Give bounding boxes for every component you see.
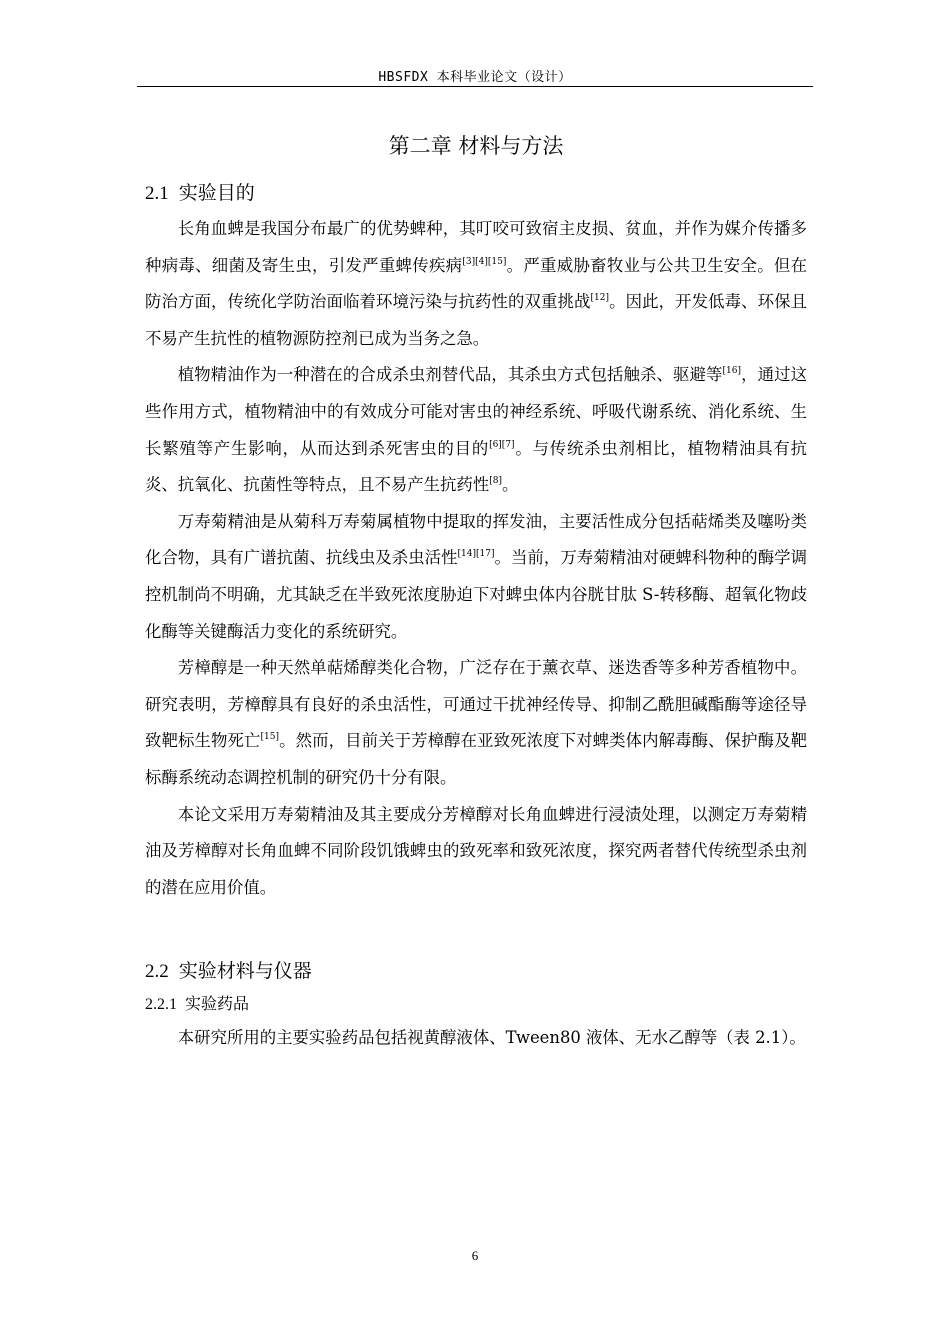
section-heading-2-2 [145,956,807,987]
section-number: 2.1 [145,183,169,204]
subsection-number: 2.2.1 [145,996,177,1014]
running-header: HBSFDX 本科毕业论文（设计） [378,70,572,85]
header-rule [137,86,813,87]
paragraph-text: 万寿菊精油是从菊科万寿菊属植物中提取的挥发油，主要活性成分包括萜烯类及噻吩类化合物，具有广谱抗菌、抗线虫及杀虫活性 [145,511,807,568]
subsection-heading-2-2-1 [145,989,807,1020]
page-content [145,118,807,1057]
paragraph-text: 长角血蜱是我国分布最广的优势蜱种，其叮咬可致宿主皮损、贫血，并作为媒介传播多种病毒、细菌及寄生虫，引发严重蜱传疾病 [145,219,807,275]
section-title: 实验目的 [178,182,255,204]
paragraph-text: 植物精油作为一种潜在的合成杀虫剂替代品，其杀虫方式包括触杀、驱避等 [177,365,723,385]
citation-ref: [6][7] [489,439,515,450]
subsection-2-2-1-body [145,1020,807,1057]
paragraph-text: 。严重威胁畜牧业与公共卫生安全。但在防治方面，传统化学防治面临着环境污染与抗药性的双重挑战 [145,255,807,312]
paragraph-text: 。与传统杀虫剂相比，植物精油具有抗炎、抗氧化、抗菌性等特点，且不易产生抗药性 [145,438,808,495]
paragraph-text: 本论文采用万寿菊精油及其主要成分芳樟醇对长角血蜱进行浸渍处理，以测定万寿菊精油及芳樟醇对长角血蜱不同阶段饥饿蜱虫的致死率和致死浓度，探究两者替代传统型杀虫剂的潜在应用价值。 [145,804,807,897]
paragraph-text: ，通过这些作用方式，植物精油中的有效成分可能对害虫的神经系统、呼吸代谢系统、消化系统、生长繁殖等产生影响，从而达到杀死害虫的目的 [145,365,808,458]
citation-ref: [14][17] [457,549,495,560]
paragraph-text: 。因此，开发低毒、环保且不易产生抗性的植物源防控剂已成为当务之急。 [145,292,808,348]
citation-ref: [8] [489,476,502,487]
chapter-title: 第二章 材料与方法 [388,134,564,158]
body-paragraph [145,650,807,796]
citation-ref: [15] [260,732,279,743]
subsection-title: 实验药品 [185,994,250,1014]
paragraph-text: 。 [501,475,519,495]
section-number: 2.2 [145,961,169,983]
body-paragraph [145,504,807,650]
paragraph-text: 本研究所用的主要实验药品包括视黄醇液体、Tween80 液体、无水乙醇等（表 2.1）。 [177,1028,806,1048]
paragraph-text: 。然而，目前关于芳樟醇在亚致死浓度下对蜱类体内解毒酶、保护酶及靶标酶系统动态调控机制的研究仍十分有限。 [145,731,808,787]
section-title: 实验材料与仪器 [178,960,312,983]
paragraph-text: 芳樟醇是一种天然单萜烯醇类化合物，广泛存在于薰衣草、迷迭香等多种芳香植物中。研究表明，芳樟醇具有良好的杀虫活性，可通过干扰神经传导、抑制乙酰胆碱酯酶等途径导致靶标生物死亡 [145,658,807,751]
body-paragraph [145,797,807,907]
body-paragraph [145,1020,807,1057]
body-paragraph [145,211,807,357]
citation-ref: [3][4][15] [462,256,507,267]
citation-ref: [12] [590,293,609,304]
page-number: 6 [471,1248,479,1263]
paragraph-text: 。当前，万寿菊精油对硬蜱科物种的酶学调控机制尚不明确，尤其缺乏在半致死浓度胁迫下对蜱虫体内谷胱甘肽 S-转移酶、超氧化物歧化酶等关键酶活力变化的系统研究。 [145,548,808,641]
body-paragraph [145,357,807,503]
citation-ref: [16] [722,366,741,377]
section-heading-2-1 [145,178,807,209]
section-2-1-body [145,211,807,906]
section-gap [145,906,807,944]
